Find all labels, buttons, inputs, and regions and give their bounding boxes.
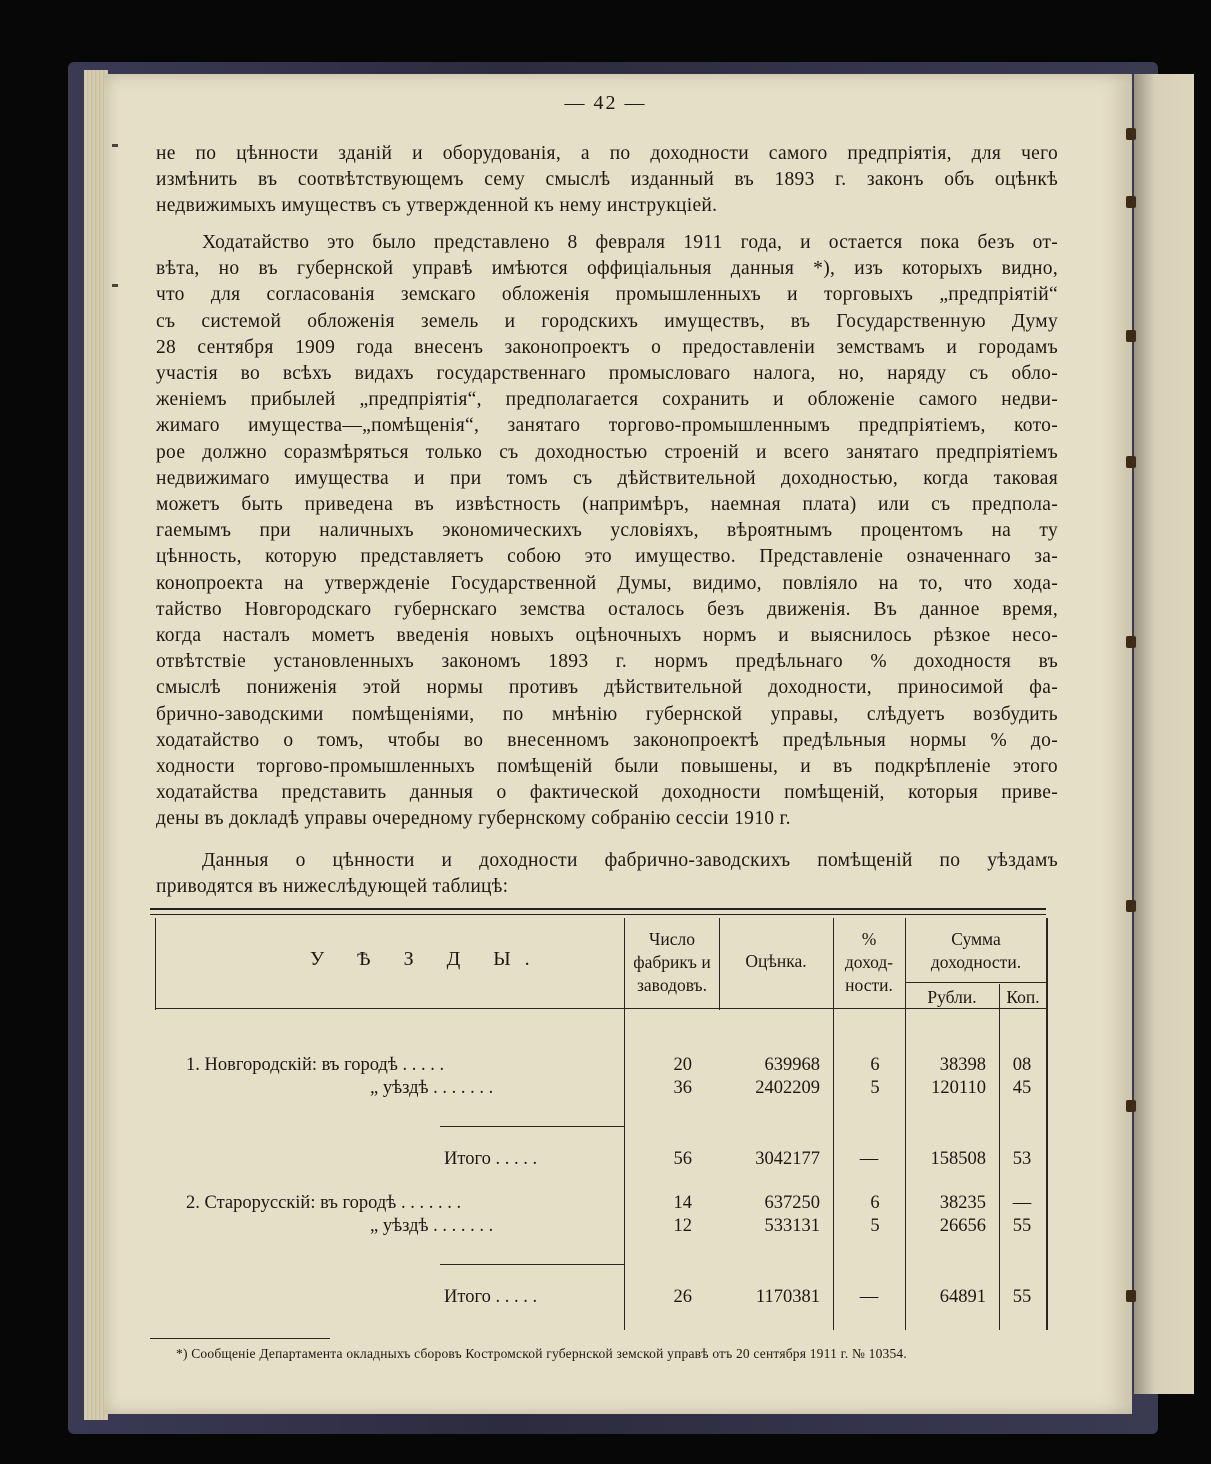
cell-valuation: 637250	[764, 1193, 820, 1213]
text-line: рое должно соразмѣряться только съ доходностью строеній и всего занятаго предпріятіемъ	[156, 441, 1058, 463]
page-number: — 42 —	[564, 92, 647, 114]
gutter-mark	[1126, 900, 1136, 912]
cell-valuation: 639968	[764, 1055, 820, 1075]
text-line: можетъ быть приведена въ извѣстность (напримѣръ, наемная плата) или съ предпола-	[156, 494, 1058, 516]
cell-percent: —	[859, 1287, 879, 1307]
cell-count: 56	[673, 1149, 692, 1169]
cell-rubles: 64891	[939, 1287, 986, 1307]
text-line: отвѣтствіе установленныхъ закономъ 1893 г. нормъ предѣльнаго % доходностя въ	[156, 651, 1058, 673]
cell-count: 14	[673, 1193, 692, 1213]
column-rule	[624, 918, 625, 1330]
text-line: приводятся въ нижеслѣдующей таблицѣ:	[156, 876, 509, 898]
cell-count: 36	[673, 1078, 692, 1098]
subtotal-rule	[440, 1264, 624, 1265]
cell-kopecks: 53	[1012, 1149, 1032, 1169]
cell-count: 12	[673, 1216, 692, 1236]
cell-rubles: 38235	[939, 1193, 986, 1213]
cell-percent: 5	[870, 1078, 880, 1098]
subheader-rule	[905, 982, 1046, 983]
cell-count: 20	[673, 1055, 692, 1075]
gutter-mark	[1126, 636, 1136, 648]
column-rule	[1046, 918, 1048, 1330]
row-label: 1. Новгородскій: въ городѣ . . . . .	[186, 1055, 445, 1075]
text-line: не по цѣнности зданій и оборудованія, а по доходности самого предпріятія, для чего	[156, 143, 1058, 164]
cell-valuation: 533131	[764, 1216, 820, 1236]
cell-kopecks: 08	[1012, 1055, 1032, 1075]
cell-valuation: 2402209	[755, 1078, 820, 1098]
text-line: когда насталъ мометъ введенія новыхъ оцѣночныхъ нормъ и выяснилось рѣзкое несо-	[156, 625, 1058, 647]
cell-valuation: 3042177	[755, 1149, 820, 1169]
text-line: недвижимаго имущества и при томъ съ дѣйствительной доходностью, когда таковая	[156, 467, 1058, 489]
cell-kopecks: 55	[1012, 1287, 1032, 1307]
margin-mark	[112, 144, 118, 147]
gutter-mark	[1126, 1290, 1136, 1302]
text-line: ходатайства представить данныя о фактической доходности помѣщеній, которыя приве-	[156, 782, 1058, 804]
row-label: Итого . . . . .	[444, 1149, 538, 1169]
header-sum	[906, 928, 1046, 974]
text-line: конопроекта на утвержденіе Государственной Думы, видимо, повліяло на то, что хода-	[156, 572, 1058, 594]
header-percent	[834, 928, 904, 997]
text-line: ходатайство о томъ, чтобы во внесенномъ законопроектѣ предѣльныя нормы % до-	[156, 729, 1058, 751]
text-line: недвижимыхъ имуществъ съ утвержденной къ нему инструкціей.	[156, 195, 718, 217]
facing-page-edge	[1134, 74, 1194, 1394]
column-rule	[905, 918, 906, 1330]
row-label: „ уѣздѣ . . . . . . .	[370, 1078, 494, 1098]
header-rubles: Рубли.	[927, 987, 977, 1007]
cell-rubles: 26656	[939, 1216, 986, 1236]
cell-kopecks: 55	[1012, 1216, 1032, 1236]
text-line: вѣта, но въ губернской управѣ имѣются оффиціальныя данныя *), изъ которыхъ видно,	[156, 258, 1058, 280]
paragraph-1	[156, 141, 1058, 220]
cell-valuation: 1170381	[755, 1287, 820, 1307]
cell-kopecks: —	[1012, 1193, 1032, 1213]
header-line: ности.	[845, 975, 893, 995]
footnote-rule	[150, 1338, 330, 1339]
row-label: „ уѣздѣ . . . . . . .	[370, 1216, 494, 1236]
text-line: измѣнить въ соотвѣтствующемъ сему смыслѣ изданный въ 1893 г. законъ объ оцѣнкѣ	[156, 169, 1058, 191]
text-line: участія во всѣхъ видахъ государственнаго промысловаго налога, но, наряду съ обло-	[156, 363, 1058, 385]
header-line: Число	[649, 929, 695, 949]
header-line: Сумма	[951, 929, 1001, 949]
header-count	[626, 928, 718, 997]
margin-mark	[112, 284, 118, 287]
text-line: что для согласованія земскаго обложенія промышленныхъ и торговыхъ „предпріятій“	[156, 284, 1058, 306]
gutter-mark	[1126, 196, 1136, 208]
gutter-mark	[1126, 456, 1136, 468]
text-line: Ходатайство это было представлено 8 февраля 1911 года, и остается пока безъ от-	[202, 232, 1058, 253]
footnote: *) Сообщеніе Департамента окладныхъ сборовъ Костромской губернской земской управѣ отъ 20 сентября 1911 г. № 10354.	[176, 1346, 907, 1361]
text-line: дены въ докладѣ управы очередному губернскому собранію сессіи 1910 г.	[156, 808, 791, 830]
header-kopecks: Коп.	[1006, 987, 1040, 1007]
table-top-rule	[150, 908, 1046, 915]
gutter-mark	[1126, 1100, 1136, 1112]
cell-rubles: 38398	[939, 1055, 986, 1075]
cell-percent: 5	[870, 1216, 880, 1236]
cell-rubles: 158508	[930, 1149, 986, 1169]
cell-percent: 6	[870, 1193, 880, 1213]
header-line: заводовъ.	[637, 975, 707, 995]
subtotal-rule	[440, 1126, 624, 1127]
gutter-mark	[1126, 330, 1136, 342]
header-valuation: Оцѣнка.	[745, 951, 807, 971]
text-line: Данныя о цѣнности и доходности фабрично-заводскихъ помѣщеній по уѣздамъ	[202, 850, 1058, 871]
cell-percent: 6	[870, 1055, 880, 1075]
cell-rubles: 120110	[931, 1078, 986, 1098]
text-line: съ системой обложенія земель и городскихъ имуществъ, въ Государственную Думу	[156, 310, 1058, 332]
header-line: доход-	[844, 952, 894, 972]
text-line: смыслѣ пониженія этой нормы противъ дѣйствительной доходности, приносимой фа-	[156, 677, 1058, 699]
cell-count: 26	[673, 1287, 692, 1307]
cell-percent: —	[859, 1149, 879, 1169]
gutter-mark	[1126, 128, 1136, 140]
text-line: цѣнность, которую представляетъ собою это имущество. Представленіе означеннаго за-	[156, 546, 1058, 568]
header-line: фабрикъ и	[633, 952, 711, 972]
text-line: жимаго имущества—„помѣщенія“, занятаго торгово-промышленнымъ предпріятіемъ, кото-	[156, 415, 1058, 437]
row-label: 2. Старорусскій: въ городѣ . . . . . . .	[186, 1193, 462, 1213]
cell-kopecks: 45	[1012, 1078, 1032, 1098]
row-label: Итого . . . . .	[444, 1287, 538, 1307]
paragraph-2	[156, 230, 1058, 833]
paragraph-3	[156, 848, 1058, 900]
text-line: ходности торгово-промышленныхъ помѣщеній были повышены, и въ подкрѣпленіе этого	[156, 756, 1058, 778]
text-line: гаемымъ при наличныхъ экономическихъ условіяхъ, вѣроятнымъ процентомъ на ту	[156, 520, 1058, 542]
text-line: женіемъ прибылей „предпріятія“, предполагается сохранить и обложеніе самого недви-	[156, 389, 1058, 411]
header-line: доходности.	[930, 952, 1022, 972]
text-line: тайство Новгородскаго губернскаго земства осталось безъ движенія. Въ данное время,	[156, 598, 1058, 620]
text-line: 28 сентября 1909 года внесенъ законопроектъ о предоставленіи земствамъ и городамъ	[156, 336, 1058, 358]
column-rule	[155, 918, 156, 1010]
text-line: брично-заводскими помѣщеніями, по мнѣнію губернской управы, слѣдуетъ возбудить	[156, 703, 1058, 725]
header-line: %	[861, 929, 877, 949]
header-uezdy: У Ѣ З Д Ы.	[310, 948, 544, 970]
